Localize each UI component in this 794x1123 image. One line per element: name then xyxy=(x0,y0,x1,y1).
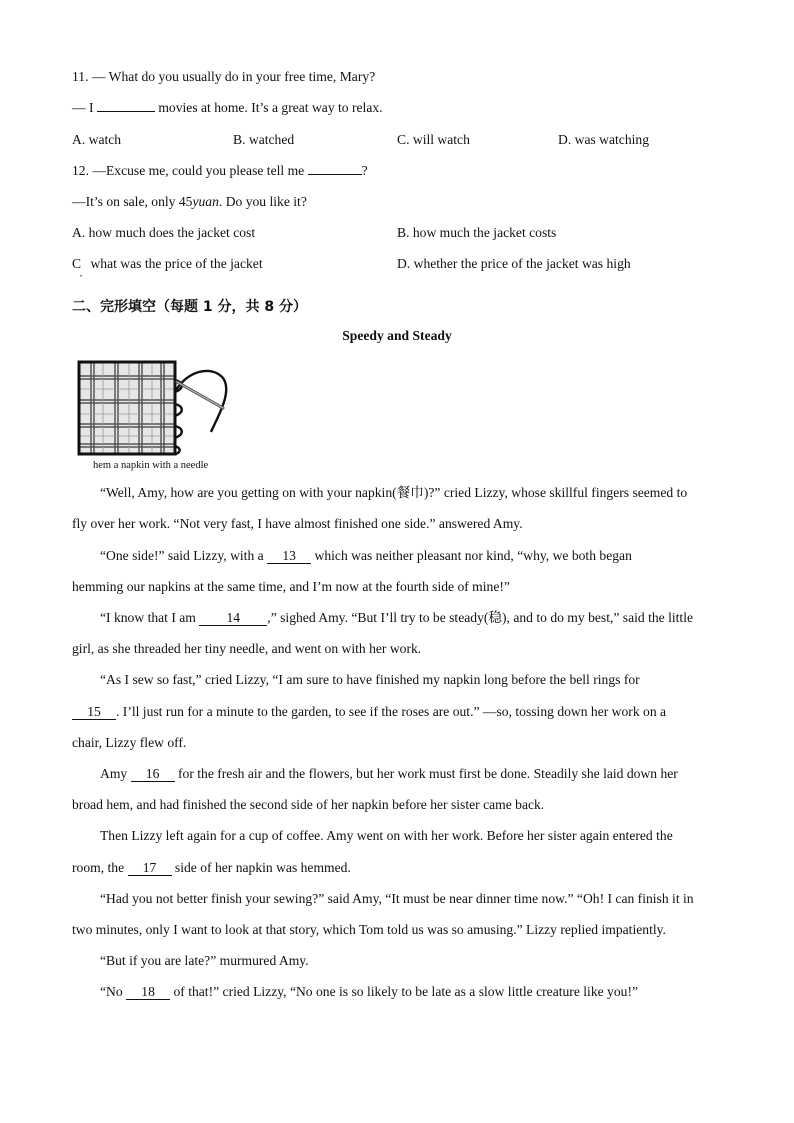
p5-line2: broad hem, and had finished the second side of her napkin before her sister came back. xyxy=(72,797,545,812)
option-c[interactable] xyxy=(397,131,470,149)
section-heading: 二、完形填空（每题 1 分，共 8 分） xyxy=(72,299,307,315)
text-run: which was neither pleasant nor kind, “why, we both began xyxy=(314,548,632,563)
option-letter: D. xyxy=(558,132,572,147)
option-letter: C. xyxy=(397,132,410,147)
p4-line1: “As I sew so fast,” cried Lizzy, “I am sure to have finished my napkin long before the bell rings for xyxy=(100,672,640,687)
text-run: “One side!” said Lizzy, with a xyxy=(100,548,264,563)
answer-suffix: movies at home. It’s a great way to relax. xyxy=(158,100,383,115)
option-text: how much the jacket costs xyxy=(412,225,557,240)
text-run: for the fresh air and the flowers, but her work must first be done. Steadily she laid down her xyxy=(178,766,678,781)
text-run: of that!” cried Lizzy, “No one is so likely to be late as a slow little creature like you!” xyxy=(173,984,638,999)
option-b[interactable] xyxy=(233,131,294,149)
p1-line1: “Well, Amy, how are you getting on with your napkin(餐巾)?” cried Lizzy, whose skillful fingers seemed to xyxy=(100,485,688,500)
option-letter: A. xyxy=(72,225,86,240)
blank-18[interactable]: 18 xyxy=(126,985,170,1000)
option-text: how much does the jacket cost xyxy=(88,225,256,240)
p5-line1 xyxy=(100,765,678,783)
option-d[interactable] xyxy=(558,131,649,149)
option-d[interactable] xyxy=(397,255,631,273)
blank-15[interactable]: 15 xyxy=(72,705,116,720)
option-letter: B. xyxy=(233,132,246,147)
answer-blank[interactable] xyxy=(308,174,362,175)
p4-line2 xyxy=(72,703,666,721)
option-letter: C xyxy=(72,256,82,271)
text-run: “I know that I am xyxy=(100,610,196,625)
answer-prefix: —It’s on sale, only 45 xyxy=(72,194,193,209)
blank-14[interactable]: 14 xyxy=(199,611,267,626)
option-text: whether the price of the jacket was high xyxy=(413,256,631,271)
napkin-needle-illustration xyxy=(77,360,237,456)
option-text: was watching xyxy=(574,132,649,147)
p7-line1: “Had you not better finish your sewing?” said Amy, “It must be near dinner time now.” “Oh! I can finish it in xyxy=(100,891,694,906)
text-run: side of her napkin was hemmed. xyxy=(174,860,351,875)
needle-icon xyxy=(177,382,223,408)
option-a[interactable] xyxy=(72,224,255,242)
text-run: . I’ll just run for a minute to the garden, to see if the roses are out.” —so, tossing down her work on a xyxy=(116,704,667,719)
p1-line2: fly over her work. “Not very fast, I have almost finished one side.” answered Amy. xyxy=(72,516,523,531)
blank-16[interactable]: 16 xyxy=(131,767,175,782)
p6-line1: Then Lizzy left again for a cup of coffee. Amy went on with her work. Before her sister again entered the xyxy=(100,828,673,843)
question-end: ? xyxy=(361,163,368,178)
option-letter: B. xyxy=(397,225,410,240)
option-text: watch xyxy=(88,132,122,147)
option-letter: A. xyxy=(72,132,86,147)
question-12-prompt xyxy=(72,162,368,180)
thread-icon xyxy=(175,371,226,454)
p2-line2: hemming our napkins at the same time, and I’m now at the fourth side of mine!” xyxy=(72,579,510,594)
p3-line1 xyxy=(100,609,693,627)
text-run: Amy xyxy=(100,766,128,781)
question-11-answer-line xyxy=(72,99,383,117)
image-caption: hem a napkin with a needle xyxy=(93,460,209,471)
question-12-answer-line xyxy=(72,193,307,211)
p9-line1 xyxy=(100,983,638,1001)
text-run: “No xyxy=(100,984,123,999)
text-run: ,” sighed Amy. “But I’ll try to be steady(稳), and to do my best,” said the little xyxy=(267,610,694,625)
p4-line3: chair, Lizzy flew off. xyxy=(72,735,187,750)
answer-suffix: . Do you like it? xyxy=(218,194,307,209)
p6-line2 xyxy=(72,859,351,877)
p7-line2: two minutes, only I want to look at that story, which Tom told us was so amusing.” Lizzy replied impatiently. xyxy=(72,922,666,937)
question-text: —Excuse me, could you please tell me xyxy=(92,163,305,178)
plaid-napkin-icon xyxy=(79,362,175,454)
option-letter: D. xyxy=(397,256,411,271)
text-run: room, the xyxy=(72,860,125,875)
p2-line1 xyxy=(100,547,632,565)
p3-line2: girl, as she threaded her tiny needle, and went on with her work. xyxy=(72,641,422,656)
option-a[interactable] xyxy=(72,131,121,149)
stray-dot: • xyxy=(80,274,83,280)
blank-17[interactable]: 17 xyxy=(128,861,172,876)
option-text: will watch xyxy=(412,132,470,147)
passage-title: Speedy and Steady xyxy=(342,328,452,343)
question-11-prompt xyxy=(72,68,375,86)
option-c[interactable] xyxy=(72,255,263,273)
answer-blank[interactable] xyxy=(97,111,155,112)
currency-word: yuan xyxy=(192,194,219,209)
question-number: 12. xyxy=(72,163,89,178)
answer-prefix: — I xyxy=(72,100,94,115)
question-number: 11. xyxy=(72,69,89,84)
option-b[interactable] xyxy=(397,224,556,242)
question-text: — What do you usually do in your free time, Mary? xyxy=(91,69,376,84)
p8-line1: “But if you are late?” murmured Amy. xyxy=(100,953,309,968)
option-text: what was the price of the jacket xyxy=(90,256,263,271)
option-text: watched xyxy=(248,132,295,147)
blank-13[interactable]: 13 xyxy=(267,549,311,564)
